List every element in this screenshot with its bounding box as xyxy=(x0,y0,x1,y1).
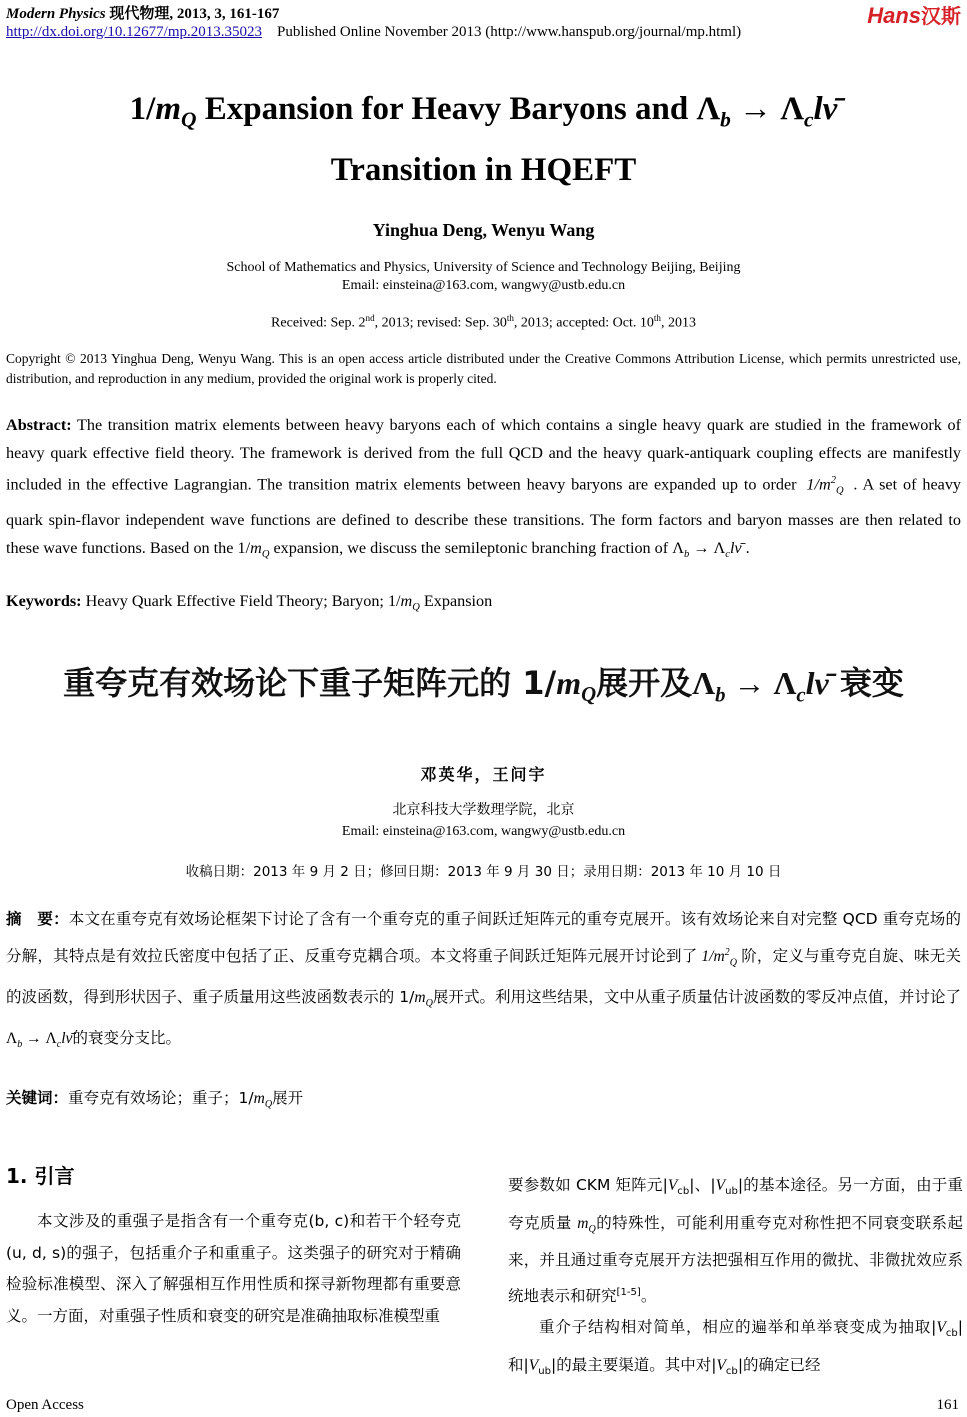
doi-line xyxy=(6,24,741,41)
journal-name-cn: 现代物理 xyxy=(109,6,170,22)
published-info: Published Online November 2013 (http://www.hanspub.org/journal/mp.html) xyxy=(276,24,742,40)
cn-email: Email: einsteina@163.com, wangwy@ustb.edu.cn xyxy=(341,824,626,839)
paragraph: 重介子结构相对简单，相应的遍举和单举衰变成为抽取$|V_{cb}|$和$|V_{ub}|$的最主要渠道。其中对$|V_{cb}|$的确定已经 xyxy=(508,1318,963,1378)
copyright-notice: Copyright © 2013 Yinghua Deng, Wenyu Wang. This is an open access article distributed under the Creative Commons Attribution License, which permits unrestricted use, distribution, and reproduction in any medium, provided the original work is properly cited. xyxy=(6,351,961,386)
affiliation-block xyxy=(0,259,967,295)
journal-name: Modern Physics xyxy=(6,6,106,22)
cn-affiliation-block xyxy=(0,800,967,842)
affiliation: School of Mathematics and Physics, University of Science and Technology Beijing, Beijing xyxy=(226,260,741,275)
publisher-logo xyxy=(867,0,961,29)
abstract: Abstract: The transition matrix elements between heavy baryons each of which contains a single heavy quark are studied in the framework of heavy quark effective field theory. The framework is derived from the full QCD and the heavy quark-antiquark coupling effects are manifestly included in the effective Lagrangian. The transition matrix elements between heavy baryons are expanded up to order $1/m^2_Q$ . A set of heavy quark spin-flavor independent wave functions are defined to describe these transitions. The form factors and baryon masses are then related to these wave functions. Based on the $1/m_Q$ expansion, we discuss the semileptonic branching fraction of $\Lambda_b$ → $\Lambda_cl\nū$ . xyxy=(6,416,962,560)
decay-formula: $\Lambda_b$ → $\Lambda_cl\nū$ xyxy=(672,538,742,560)
abstract-label: Abstract: xyxy=(6,416,72,434)
logo-cn: 汉斯 xyxy=(921,6,961,28)
cn-abstract: 摘 要：本文在重夸克有效场论框架下讨论了含有一个重夸克的重子间跃迁矩阵元的重夸克展开。该有效场论来自对完整 QCD 重夸克场的分解，其特点是有效拉氏密度中包括了正、反重夸克耦合项。本文将重子间跃迁矩阵元展开讨论到了 $1/m^2_Q$ 阶，定义与重夸克自旋、味无关的波函数，得到形状因子、重子质量用这些波函数表示的 $1/m_Q$展开式。利用这些结果，文中从重子质量估计波函数的零反冲点值，并讨论了$\Lambda_b$ → $\Lambda_cl\nū$的衰变分支比。 xyxy=(6,910,961,1051)
footer-open-access: Open Access xyxy=(6,1397,84,1413)
cn-keywords-label: 关键词： xyxy=(6,1089,69,1107)
body-column-right xyxy=(508,1170,963,1388)
keywords: Keywords: Heavy Quark Effective Field Theory; Baryon; $1/m_Q$ Expansion xyxy=(6,592,493,614)
logo-latin: Hans xyxy=(867,3,921,28)
journal-header xyxy=(6,2,279,23)
section-heading: 1. 引言 xyxy=(6,1164,75,1188)
paragraph: 本文涉及的重强子是指含有一个重夸克(b, c)和若干个轻夸克(u, d, s)的强子，包括重介子和重重子。这类强子的研究对于精确检验标准模型、深入了解强相互作用性质和探寻新物理都有重要意义。一方面，对重强子性质和衰变的研究是准确抽取标准模型重 xyxy=(6,1212,461,1325)
cn-decay-formula: $\Lambda_b$ → $\Lambda_cl\nū$ xyxy=(6,1030,73,1051)
cn-affiliation: 北京科技大学数理学院，北京 xyxy=(392,802,575,818)
cn-title: 重夸克有效场论下重子矩阵元的 $1/m_Q$展开及$\Lambda_b$ → $\Lambda_cl\nū$ 衰变 xyxy=(63,664,904,707)
dates: Received: Sep. 2nd, 2013; revised: Sep. 30th, 2013; accepted: Oct. 10th, 2013 xyxy=(271,313,696,331)
citation[interactable]: [1-5] xyxy=(616,1286,641,1298)
doi-link[interactable]: http://dx.doi.org/10.12677/mp.2013.35023 xyxy=(6,24,262,40)
keywords-label: Keywords: xyxy=(6,592,82,610)
journal-volume: , 2013, 3, 161-167 xyxy=(169,6,280,22)
cn-dates: 收稿日期：2013 年 9 月 2 日；修回日期：2013 年 9 月 30 日；录用日期：2013 年 10 月 10 日 xyxy=(185,864,782,880)
title-line1: $1/m_Q$ Expansion for Heavy Baryons and $\Lambda_b$ → $\Lambda_cl\nū$ xyxy=(129,91,838,132)
cn-authors: 邓英华，王问宇 xyxy=(420,765,547,784)
email: Email: einsteina@163.com, wangwy@ustb.edu.cn xyxy=(341,278,626,293)
paragraph: 要参数如 CKM 矩阵元$|V_{cb}|$、$|V_{ub}|$的基本途径。另一方面，由于重夸克质量 $m_Q$的特殊性，可能利用重夸克对称性把不同衰变联系起来，并且通过重夸克展开方法把强相互作用的微扰、非微扰效应系统地表示和研究[1-5]。 xyxy=(508,1176,963,1305)
title-line2: Transition in HQEFT xyxy=(330,151,637,188)
body-column-left xyxy=(6,1206,461,1332)
cn-abstract-label: 摘 要： xyxy=(6,910,69,928)
cn-keywords: 关键词：重夸克有效场论；重子；$1/m_Q$展开 xyxy=(6,1089,304,1111)
title-formula: $\Lambda_b$ → $\Lambda_cl\nū$ xyxy=(696,91,838,132)
page-number: 161 xyxy=(936,1397,959,1413)
paper-title xyxy=(0,84,967,195)
authors: Yinghua Deng, Wenyu Wang xyxy=(372,220,595,240)
